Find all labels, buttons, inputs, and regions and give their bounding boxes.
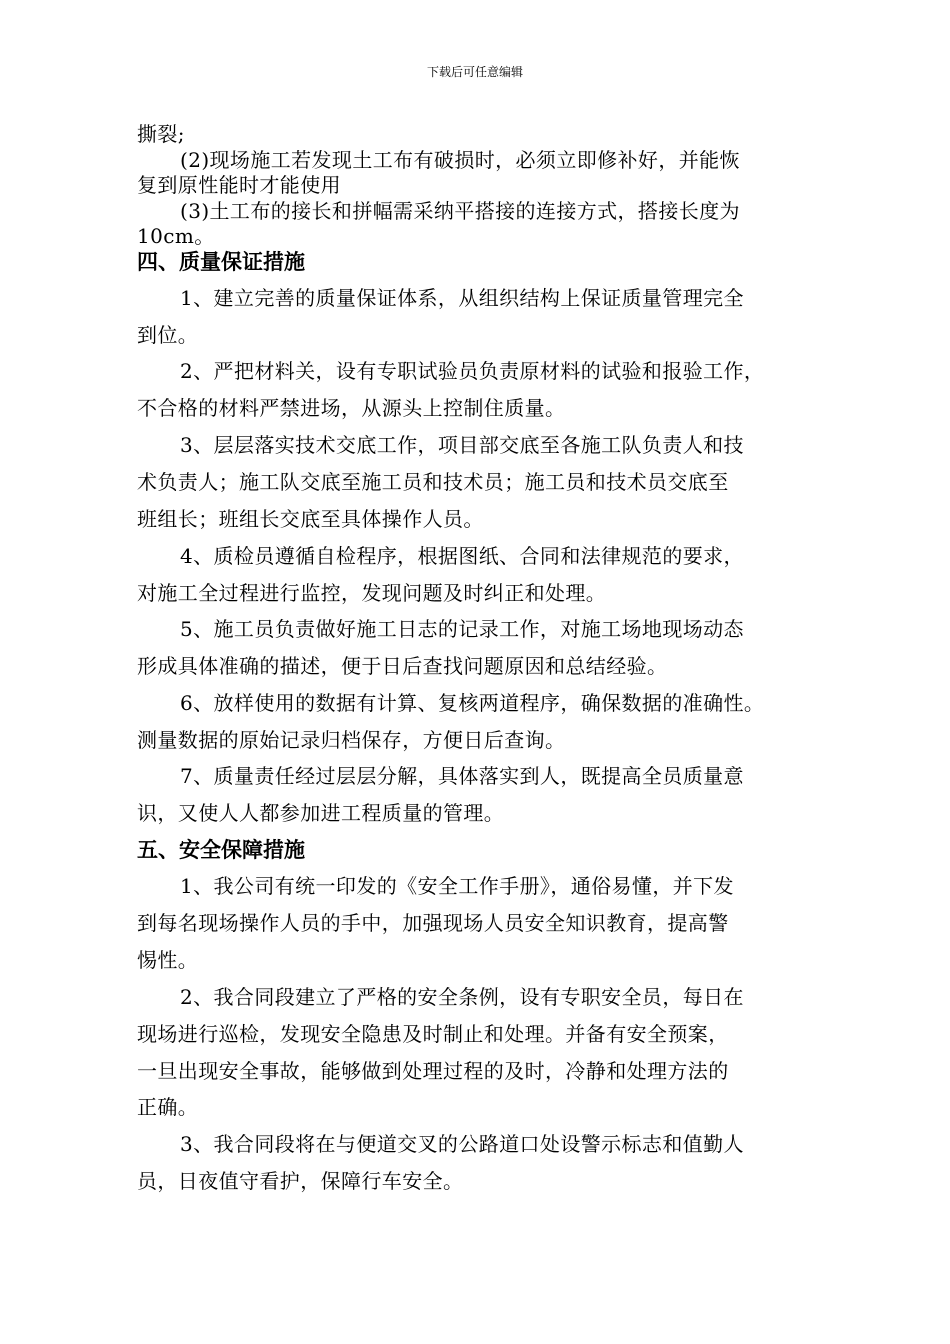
section-5-paragraph-1	[137, 868, 734, 978]
section-4-paragraph-3	[137, 427, 744, 537]
paragraph-line: 正确。	[137, 1095, 199, 1120]
item-3-line-2: 10cm。	[137, 224, 215, 248]
paragraph-line: 到每名现场操作人员的手中，加强现场人员安全知识教育，提高警	[137, 910, 729, 935]
paragraph-line: 惕性。	[137, 947, 199, 972]
section-4-paragraph-4	[137, 538, 744, 612]
section-4-paragraph-5	[137, 611, 744, 685]
paragraph-line: 现场进行巡检，发现安全隐患及时制止和处理。并备有安全预案，	[137, 1021, 729, 1046]
section-5-paragraph-2	[137, 979, 744, 1126]
paragraph-line: 识，又使人人都参加进工程质量的管理。	[137, 800, 505, 825]
item-3	[137, 199, 740, 249]
paragraph-line: 3、我合同段将在与便道交叉的公路道口处设警示标志和值勤人	[180, 1132, 744, 1156]
paragraph-line: 不合格的材料严禁进场，从源头上控制住质量。	[137, 395, 566, 420]
top-fragment: 撕裂;	[137, 122, 185, 146]
item-2-line-2: 复到原性能时才能使用	[137, 173, 341, 197]
paragraph-line: 2、严把材料关，设有专职试验员负责原材料的试验和报验工作，	[180, 359, 765, 383]
section-5-paragraph-3	[137, 1126, 744, 1200]
section-5-heading: 五、安全保障措施	[137, 838, 305, 862]
paragraph-line: 1、我公司有统一印发的《安全工作手册》，通俗易懂，并下发	[180, 874, 734, 898]
item-2-line-1: (2)现场施工若发现土工布有破损时，必须立即修补好，并能恢	[180, 148, 740, 172]
paragraph-line: 1、建立完善的质量保证体系，从组织结构上保证质量管理完全	[180, 286, 744, 310]
page-header-text: 下载后可任意编辑	[426, 65, 523, 79]
paragraph-line: 术负责人；施工队交底至施工员和技术员；施工员和技术员交底至	[137, 469, 729, 494]
paragraph-line: 员，日夜值守看护，保障行车安全。	[137, 1168, 464, 1193]
section-4-paragraph-2	[137, 353, 764, 427]
item-3-line-1: (3)土工布的接长和拼幅需采纳平搭接的连接方式，搭接长度为	[180, 199, 740, 223]
paragraph-line: 班组长；班组长交底至具体操作人员。	[137, 506, 484, 531]
paragraph-line: 4、质检员遵循自检程序，根据图纸、合同和法律规范的要求，	[180, 544, 744, 568]
section-4-heading: 四、质量保证措施	[137, 250, 305, 274]
section-4-paragraph-7	[137, 758, 744, 832]
item-2	[137, 148, 740, 198]
paragraph-line: 2、我合同段建立了严格的安全条例，设有专职安全员，每日在	[180, 985, 744, 1009]
paragraph-line: 到位。	[137, 322, 199, 347]
paragraph-line: 6、放样使用的数据有计算、复核两道程序，确保数据的准确性。	[180, 691, 765, 715]
paragraph-line: 形成具体准确的描述，便于日后查找问题原因和总结经验。	[137, 653, 668, 678]
paragraph-line: 5、施工员负责做好施工日志的记录工作，对施工场地现场动态	[180, 617, 744, 641]
paragraph-line: 7、质量责任经过层层分解，具体落实到人，既提高全员质量意	[180, 764, 744, 788]
paragraph-line: 3、层层落实技术交底工作，项目部交底至各施工队负责人和技	[180, 433, 744, 457]
section-4-paragraph-1	[137, 280, 744, 354]
paragraph-line: 一旦出现安全事故，能够做到处理过程的及时，冷静和处理方法的	[137, 1058, 729, 1083]
paragraph-line: 对施工全过程进行监控，发现问题及时纠正和处理。	[137, 580, 607, 605]
paragraph-line: 测量数据的原始记录归档保存，方便日后查询。	[137, 727, 566, 752]
section-4-paragraph-6	[137, 685, 764, 759]
